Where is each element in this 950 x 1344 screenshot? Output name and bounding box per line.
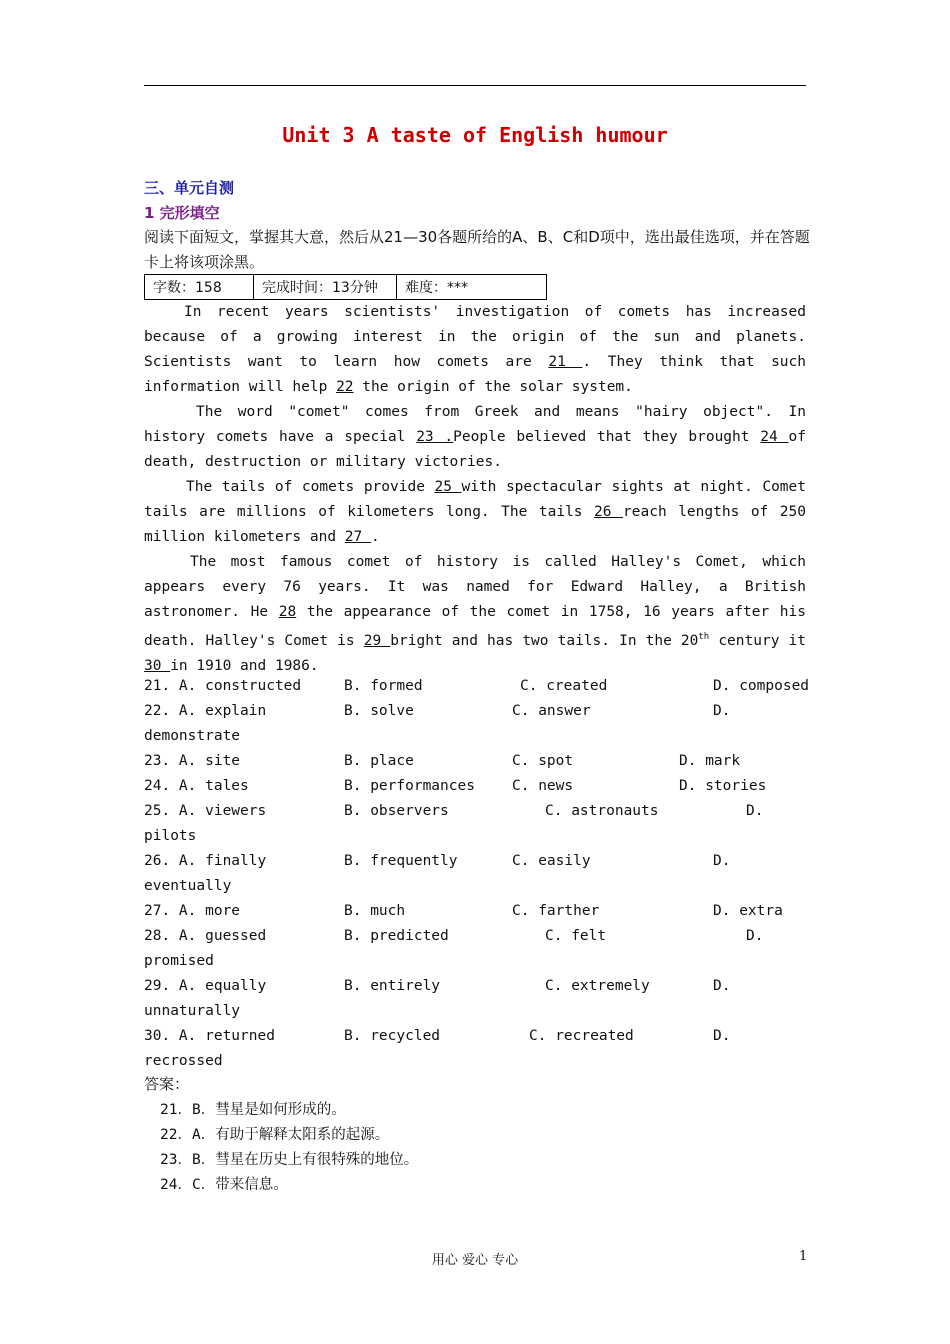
passage-paragraph-2: The word "comet" comes from Greek and means "hairy object". In history comets have a special 23 .People believed that they brought 24 of death, destruction or military victories. [144, 404, 806, 470]
question-29: 29. A. equally B. entirely C. extremely D. [144, 978, 731, 994]
question-23: 23. A. site B. place C. spot D. mark [144, 753, 741, 769]
question-25-wrap: pilots [144, 828, 197, 844]
passage-paragraph-3: The tails of comets provide 25 with spectacular sights at night. Comet tails are millions of kilometers long. The tails 26 reach lengths of 250 million kilometers and 27 . [144, 479, 806, 545]
question-28-wrap: promised [144, 953, 214, 969]
question-30: 30. A. returned B. recycled C. recreated D. [144, 1028, 731, 1044]
passage-paragraph-4: The most famous comet of history is called Halley's Comet, which appears every 76 years. It was named for Edward Halley, a British astronomer. He 28 the appearance of the comet in 1758, 16 years after his death. Halley's Comet is 29 bright and has two tails. In the 20th century it 30 in 1910 and 1986. [144, 554, 806, 674]
question-24: 24. A. tales B. performances C. news D. stories [144, 778, 767, 794]
answer-23: 23．B．彗星在历史上有很特殊的地位。 [160, 1152, 419, 1168]
section-heading: 三、单元自测 [144, 179, 235, 197]
page-number: 1 [799, 1249, 808, 1264]
page-footer: 用心 爱心 专心 [431, 1253, 519, 1268]
blank-24: 24 [760, 429, 789, 445]
header-rule [144, 85, 806, 86]
answer-21: 21．B．彗星是如何形成的。 [160, 1102, 346, 1118]
question-22-wrap: demonstrate [144, 728, 241, 744]
blank-30: 30 [144, 657, 171, 674]
subsection-heading: 1 完形填空 [144, 204, 220, 222]
question-26-wrap: eventually [144, 878, 232, 894]
word-count: 字数：158 [145, 275, 254, 299]
completion-time: 完成时间：13分钟 [254, 275, 397, 299]
blank-22: 22 [336, 379, 354, 395]
question-21: 21. A. constructed B. formed C. created D. composed [144, 678, 810, 694]
blank-21: 21 [548, 354, 583, 370]
blank-28: 28 [278, 604, 297, 620]
difficulty: 难度：*** [405, 280, 468, 296]
blank-25: 25 [434, 479, 462, 495]
answer-22: 22．A．有助于解释太阳系的起源。 [160, 1127, 390, 1143]
info-box [144, 274, 547, 300]
passage-paragraph-1: In recent years scientists' investigation of comets has increased because of a growing interest in the origin of the sun and planets. Scientists want to learn how comets are 21 . They think that such information will help 22 the origin of the solar system. [144, 304, 806, 395]
question-29-wrap: unnaturally [144, 1003, 241, 1019]
page-title: Unit 3 A taste of English humour [282, 123, 668, 147]
question-28: 28. A. guessed B. predicted C. felt D. [144, 928, 764, 944]
blank-23: 23 . [416, 429, 454, 445]
blank-26: 26 [594, 504, 624, 520]
answer-24: 24．C．带来信息。 [160, 1177, 288, 1193]
blank-27: 27 [344, 529, 371, 545]
instruction-text: 阅读下面短文，掌握其大意，然后从21—30各题所给的A、B、C和D项中，选出最佳选项，并在答题卡上将该项涂黑。 [144, 228, 810, 271]
answers-label: 答案： [144, 1075, 190, 1093]
question-22: 22. A. explain B. solve C. answer D. [144, 703, 731, 719]
question-30-wrap: recrossed [144, 1053, 223, 1069]
question-26: 26. A. finally B. frequently C. easily D. [144, 853, 731, 869]
question-25: 25. A. viewers B. observers C. astronauts D. [144, 803, 764, 819]
question-27: 27. A. more B. much C. farther D. extra [144, 903, 783, 919]
blank-29: 29 [363, 632, 391, 649]
